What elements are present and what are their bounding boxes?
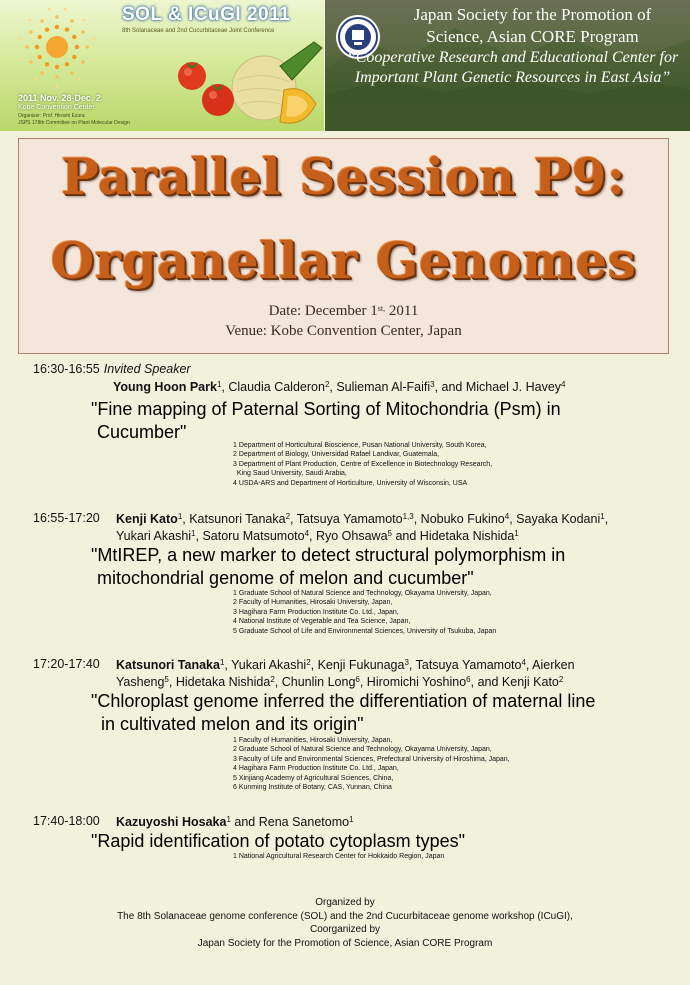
author-name: and Hidetaka Nishida — [392, 529, 515, 543]
affiliation-marker: 2 — [270, 675, 275, 684]
author-name: , Tatsuya Yamamoto — [408, 658, 522, 672]
affiliation-marker: 5 — [387, 529, 392, 538]
affiliation-marker: 4 — [521, 658, 526, 667]
affiliation-marker: 1 — [177, 512, 183, 521]
talk-title: "MtIREP, a new marker to detect structural polymorphism in — [91, 545, 566, 565]
author-name: , Chunlin Long — [274, 675, 356, 689]
footer-organizers: The 8th Solanaceae genome conference (SOL) and the 2nd Cucurbitaceae genome workshop (ICuGI), — [117, 910, 573, 922]
conference-venue: Kobe Convention Center — [18, 104, 95, 111]
affiliation: 3 Department of Plant Production, Centre of Excellence in Biotechnology Research, — [233, 460, 493, 468]
talk-title: in cultivated melon and its origin" — [101, 714, 364, 734]
author-name: , Sayaka Kodani — [509, 512, 601, 526]
session-title-line-1: Parallel Session P9: — [61, 147, 626, 206]
conference-subtitle: 8th Solanaceae and 2nd Cucurbitaceae Joint Conference — [122, 28, 275, 34]
author-name: , Ryo Ohsawa — [309, 529, 388, 543]
conference-date: 2011 Nov. 28-Dec. 2 — [18, 93, 101, 103]
author-name: , Tatsuya Yamamoto — [290, 512, 403, 526]
jsps-line-2: Science, Asian CORE Program — [426, 27, 639, 46]
session-time — [33, 814, 100, 828]
affiliation-list — [233, 736, 510, 792]
author-list — [113, 379, 565, 396]
affiliation-marker: 4 — [304, 529, 310, 538]
author-name: , Hiromichi Yoshino — [359, 675, 467, 689]
time-slot: 16:30-16:55 — [33, 362, 100, 376]
affiliation-marker: 1 — [216, 380, 222, 389]
affiliation: 1 Department of Horticultural Bioscience, Pusan National University, South Korea, — [233, 442, 487, 449]
sun-logo-icon — [12, 4, 102, 90]
footer-coorganizer: Japan Society for the Promotion of Science, Asian CORE Program — [197, 937, 493, 949]
author-list — [116, 511, 608, 528]
affiliation-list — [233, 852, 444, 861]
affiliation: 1 Faculty of Humanities, Hirosaki University, Japan, — [233, 737, 393, 744]
author-name: , Satoru Matsumoto — [195, 529, 305, 543]
author-list — [116, 657, 575, 674]
author-list — [116, 814, 354, 831]
session-title-box — [18, 138, 669, 354]
talk-title: mitochondrial genome of melon and cucumber" — [97, 568, 474, 588]
vegetables-illustration-icon — [176, 40, 324, 131]
affiliation: 1 Graduate School of Natural Science and Technology, Okayama University, Japan, — [233, 590, 492, 597]
time-slot: 17:20-17:40 — [33, 657, 100, 671]
affiliation: 2 Department of Biology, Universidad Rafael Landivar, Guatemala, — [233, 451, 440, 459]
talk-title: Cucumber" — [97, 422, 187, 442]
session-venue: Venue: Kobe Convention Center, Japan — [225, 323, 462, 339]
conference-banner — [0, 0, 324, 131]
header-banner — [0, 0, 690, 131]
author-name: , and Michael J. Havey — [434, 380, 562, 394]
author-name: and Rena Sanetomo — [230, 815, 350, 829]
author-name: Yasheng — [116, 675, 165, 689]
affiliation-marker: 1 — [514, 529, 519, 538]
talk-title: "Fine mapping of Paternal Sorting of Mitochondria (Psm) in — [91, 399, 561, 419]
author-name: Yukari Akashi — [116, 529, 192, 543]
affiliation-marker: 6 — [466, 675, 471, 684]
affiliation: 3 Faculty of Life and Environmental Sciences, Prefectural University of Hiroshima, Japan, — [233, 755, 510, 763]
affiliation: 6 Kunming Institute of Botany, CAS, Yunnan, China — [233, 784, 392, 792]
session-time — [33, 362, 191, 376]
affiliation-marker: 1,3 — [402, 512, 414, 521]
affiliation: King Saud University, Saudi Arabia, — [233, 470, 347, 478]
affiliation-marker: 6 — [355, 675, 360, 684]
affiliation-marker: 3 — [430, 380, 435, 389]
presenting-author: Kenji Kato — [116, 512, 178, 526]
author-name: , Katsunori Tanaka — [182, 512, 286, 526]
affiliation-marker: 2 — [306, 658, 311, 667]
talk-title: "Rapid identification of potato cytoplasm types" — [91, 831, 465, 851]
affiliation: 4 National Institute of Vegetable and Tea Science, Japan, — [233, 618, 411, 626]
affiliation: 3 Hagihara Farm Production Institute Co. Ltd., Japan, — [233, 608, 399, 616]
affiliation-list — [233, 441, 492, 488]
session-title-line-2: Organellar Genomes — [50, 231, 637, 290]
organizers-footer — [0, 896, 690, 950]
affiliation-marker: 2 — [285, 512, 291, 521]
invited-speaker-label: Invited Speaker — [103, 362, 191, 376]
author-list — [116, 674, 563, 691]
author-name: , Nobuko Fukino — [413, 512, 505, 526]
affiliation: 4 USDA-ARS and Department of Horticulture, University of Wisconsin, USA — [233, 479, 468, 487]
affiliation: 2 Faculty of Humanities, Hirosaki University, Japan, — [233, 599, 393, 607]
affiliation-marker: 1 — [219, 658, 225, 667]
conference-title: SOL & ICuGI 2011 — [122, 4, 291, 25]
presenting-author: Kazuyoshi Hosaka — [116, 815, 227, 829]
talk-title: "Chloroplast genome inferred the differentiation of maternal line — [91, 691, 596, 711]
conference-committee: JSPS 178th Committee on Plant Molecular Design — [18, 120, 130, 126]
author-name: , and Kenji Kato — [470, 675, 559, 689]
affiliation-marker: 2 — [558, 675, 564, 684]
author-name: , Yukari Akashi — [224, 658, 307, 672]
time-slot: 17:40-18:00 — [33, 814, 100, 828]
presenting-author: Katsunori Tanaka — [116, 658, 220, 672]
author-name: , Hidetaka Nishida — [168, 675, 271, 689]
affiliation-marker: 1 — [226, 815, 231, 824]
affiliation: 4 Hagihara Farm Production Institute Co. Ltd., Japan, — [233, 765, 399, 773]
time-slot: 16:55-17:20 — [33, 511, 100, 525]
affiliation: 1 National Agricultural Research Center for Hokkaido Region, Japan — [233, 853, 445, 860]
affiliation: 5 Graduate School of Life and Environmental Sciences, University of Tsukuba, Japan — [233, 627, 497, 635]
affiliation: 2 Graduate School of Natural Science and Technology, Okayama University, Japan, — [233, 746, 492, 754]
jsps-program-text — [340, 4, 685, 88]
affiliation-marker: 1 — [349, 815, 354, 824]
affiliation-marker: 4 — [561, 380, 566, 389]
author-name: , — [604, 512, 609, 526]
jsps-line-1: Japan Society for the Promotion of — [413, 5, 652, 24]
affiliation-marker: 3 — [404, 658, 409, 667]
author-name: , Kenji Fukunaga — [310, 658, 405, 672]
presenting-author: Young Hoon Park — [113, 380, 217, 394]
affiliation-marker: 4 — [504, 512, 510, 521]
session-time — [33, 657, 100, 671]
author-name: , Claudia Calderon — [221, 380, 325, 394]
affiliation-marker: 2 — [324, 380, 330, 389]
jsps-line-4: Important Plant Genetic Resources in East Asia” — [354, 69, 671, 86]
footer-coorganized-by: Coorganized by — [309, 924, 381, 935]
affiliation-marker: 1 — [191, 529, 196, 538]
affiliation-list — [233, 589, 496, 636]
affiliation-marker: 1 — [600, 512, 605, 521]
author-name: , Sulieman Al-Faifi — [329, 380, 431, 394]
session-time — [33, 511, 100, 525]
author-name: , Aierken — [525, 658, 575, 672]
affiliation-marker: 5 — [164, 675, 169, 684]
affiliation: 5 Xinjiang Academy of Agricultural Sciences, China, — [233, 774, 394, 782]
session-date: Date: December $1^{st,}$ 2011 — [268, 303, 419, 319]
footer-organized-by: Organized by — [315, 897, 375, 908]
conference-organizer: Organizer: Prof. Hiroshi Ezura — [18, 113, 85, 119]
author-list — [116, 528, 519, 545]
jsps-line-3: “Cooperative Research and Educational Center for — [346, 49, 679, 66]
